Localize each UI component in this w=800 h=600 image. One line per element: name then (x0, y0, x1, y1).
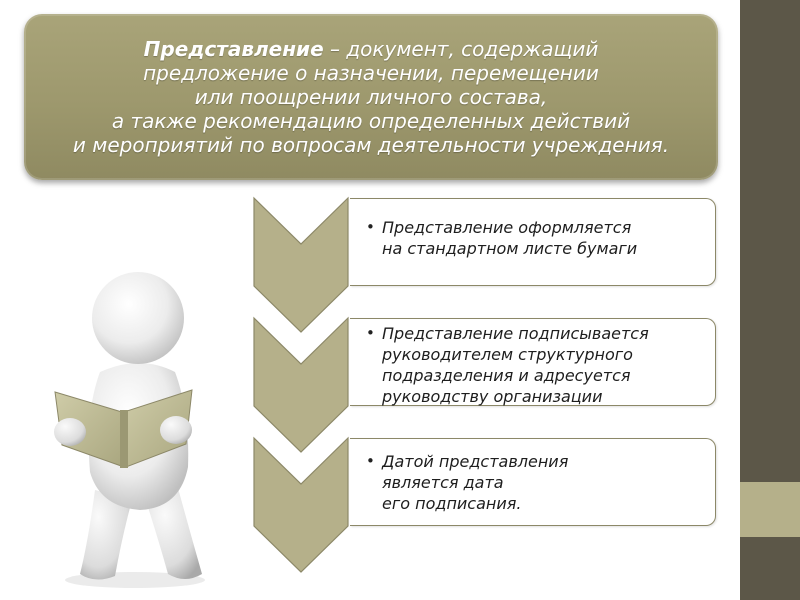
definition-body: – документ, содержащий предложение о назначении, перемещении или поощрении личного состава, а также рекомендацию определенных действий и мероприятий по вопросам деятельности учреждения. (72, 37, 670, 157)
chevron-down-icon (248, 196, 350, 336)
definition-text (73, 37, 669, 157)
step-text: Датой представления является дата его подписания. (382, 452, 569, 513)
chevron-down-icon (248, 316, 350, 456)
reading-person-figure-icon (40, 262, 240, 592)
bullet-icon: • (366, 324, 375, 342)
step-text: Представление оформляется на стандартном листе бумаги (382, 218, 638, 258)
bullet-icon: • (366, 218, 375, 236)
step-text: Представление подписывается руководителем структурного подразделения и адресуется руководству организации (382, 324, 649, 406)
step-row (248, 196, 718, 336)
chevron-down-icon (248, 436, 350, 576)
definition-term: Представление (143, 37, 324, 61)
step-row (248, 316, 718, 456)
step-card (350, 198, 716, 286)
side-strip-accent (740, 482, 800, 537)
definition-box (24, 14, 718, 180)
step-card (350, 318, 716, 406)
step-card (350, 438, 716, 526)
step-row (248, 436, 718, 576)
bullet-icon: • (366, 452, 375, 470)
